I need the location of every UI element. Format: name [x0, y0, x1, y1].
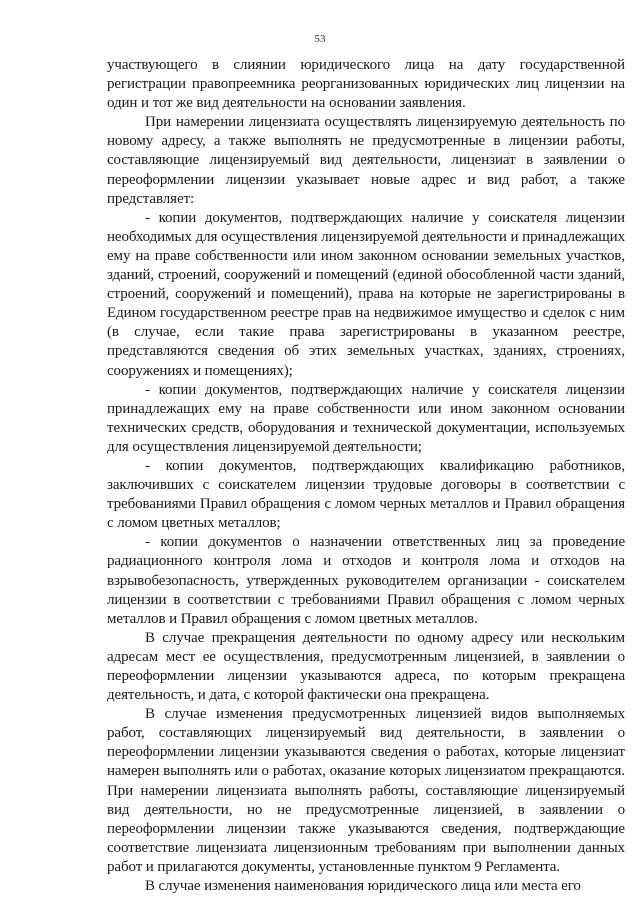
paragraph-activity-termination: В случае прекращения деятельности по одному адресу или нескольким адресам мест ее осуществления, предусмотренным лицензией, в заявлении о переоформлении лицензии указываются адреса, по которым прекращена деятельность, и дата, с которой фактически она прекращена. [107, 629, 625, 704]
page-number: 53 [314, 33, 326, 45]
list-item-technical-documents: - копии документов, подтверждающих наличие у соискателя лицензии принадлежащих ему на праве собственности или ином законном основании технических средств, оборудования и технической документации, используемых для осуществления лицензируемой деятельности; [107, 381, 625, 455]
document-body [107, 56, 625, 896]
paragraph-new-address: При намерении лицензиата осуществлять лицензируемую деятельность по новому адресу, а также выполнять не предусмотренные в лицензии работы, составляющие лицензируемый вид деятельности, лицензиат в заявлении о переоформлении лицензии указывает новые адрес и вид работ, а также представляет: [107, 114, 625, 207]
paragraph-merger-continuation: участвующего в слиянии юридического лица на дату государственной регистрации правопреемника реорганизованных юридических лиц лицензии на один и тот же вид деятельности на основании заявления. [107, 57, 625, 112]
list-item-radiation-control-documents: - копии документов о назначении ответственных лиц за проведение радиационного контроля лома и отходов и контроля лома и отходов на взрывобезопасность, утвержденных руководителем организации - соискателем лицензии в соответствии с требованиями Правил обращения с ломом черных металлов и Правил обращения с ломом цветных металлов. [107, 534, 625, 627]
list-item-qualification-documents: - копии документов, подтверждающих квалификацию работников, заключивших с соискателем лицензии трудовые договоры в соответствии с требованиями Правил обращения с ломом черных металлов и Правил обращения с ломом цветных металлов; [107, 457, 625, 532]
list-item-land-documents: - копии документов, подтверждающих наличие у соискателя лицензии необходимых для осуществления лицензируемой деятельности и принадлежащих ему на праве собственности или ином законном основании земельных участков, зданий, строений, сооружений и помещений (единой обособленной части зданий, строений, сооружений и помещений), права на которые не зарегистрированы в Едином государственном реестре прав на недвижимое имущество и сделок с ним (в случае, если такие права зарегистрированы в указанном реестре, представляются сведения об этих земельных участках, зданиях, строениях, сооружениях и помещениях); [107, 209, 625, 379]
paragraph-work-types-change: В случае изменения предусмотренных лицензией видов выполняемых работ, составляющих лицензируемый вид деятельности, в заявлении о переоформлении лицензии указываются сведения о работах, которые лицензиат намерен выполнять или о работах, оказание которых лицензиатом прекращаются. При намерении лицензиата выполнять работы, составляющие лицензируемый вид деятельности, но не предусмотренные лицензией, в заявлении о переоформлении лицензии также указываются сведения, подтверждающие соответствие лицензиата лицензионным требованиям при выполнении данных работ и прилагаются документы, установленные пунктом 9 Регламента. [107, 706, 625, 875]
paragraph-name-change: В случае изменения наименования юридического лица или места его [145, 878, 581, 895]
